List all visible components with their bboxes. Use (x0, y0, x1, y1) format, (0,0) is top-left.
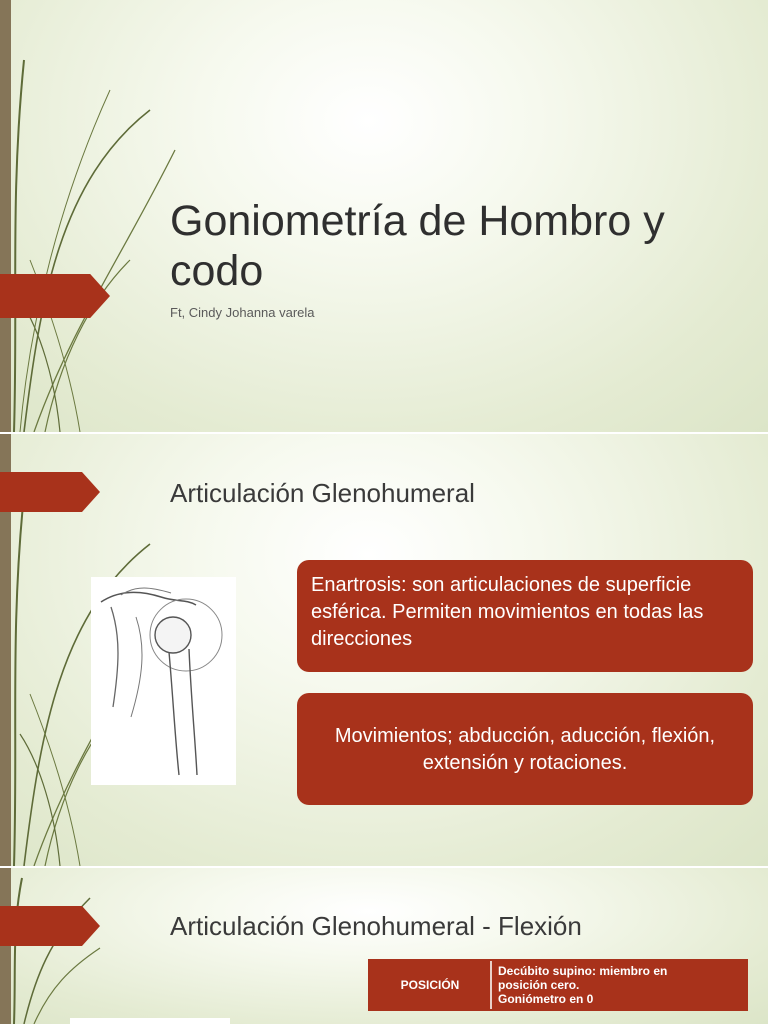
arrow-marker (0, 906, 100, 946)
table-header-cell: POSICIÓN (370, 961, 492, 1009)
position-table (368, 959, 748, 1011)
presentation-subtitle: Ft, Cindy Johanna varela (170, 305, 315, 320)
shoulder-illustration (91, 577, 236, 785)
table-value-cell (492, 961, 746, 1009)
info-box-movements: Movimientos; abducción, aducción, flexión, extensión y rotaciones. (297, 693, 753, 805)
slide-flexion (0, 868, 768, 1024)
presentation-title: Goniometría de Hombro y codo (170, 197, 665, 295)
slide-title (0, 0, 768, 432)
grass-decoration (0, 868, 200, 1024)
slide-heading: Articulación Glenohumeral - Flexión (170, 911, 582, 941)
info-box-enartrosis: Enartrosis: son articulaciones de superficie esférica. Permiten movimientos en todas las direcciones (297, 560, 753, 672)
table-line: Decúbito supino: miembro en (498, 964, 668, 978)
arrow-marker (0, 472, 100, 512)
table-line: Goniómetro en 0 (498, 992, 594, 1006)
arrow-marker (0, 274, 110, 318)
table-line: posición cero. (498, 978, 580, 992)
slide-heading: Articulación Glenohumeral (170, 478, 475, 508)
slide-glenohumeral (0, 434, 768, 866)
partial-illustration (70, 1018, 230, 1024)
